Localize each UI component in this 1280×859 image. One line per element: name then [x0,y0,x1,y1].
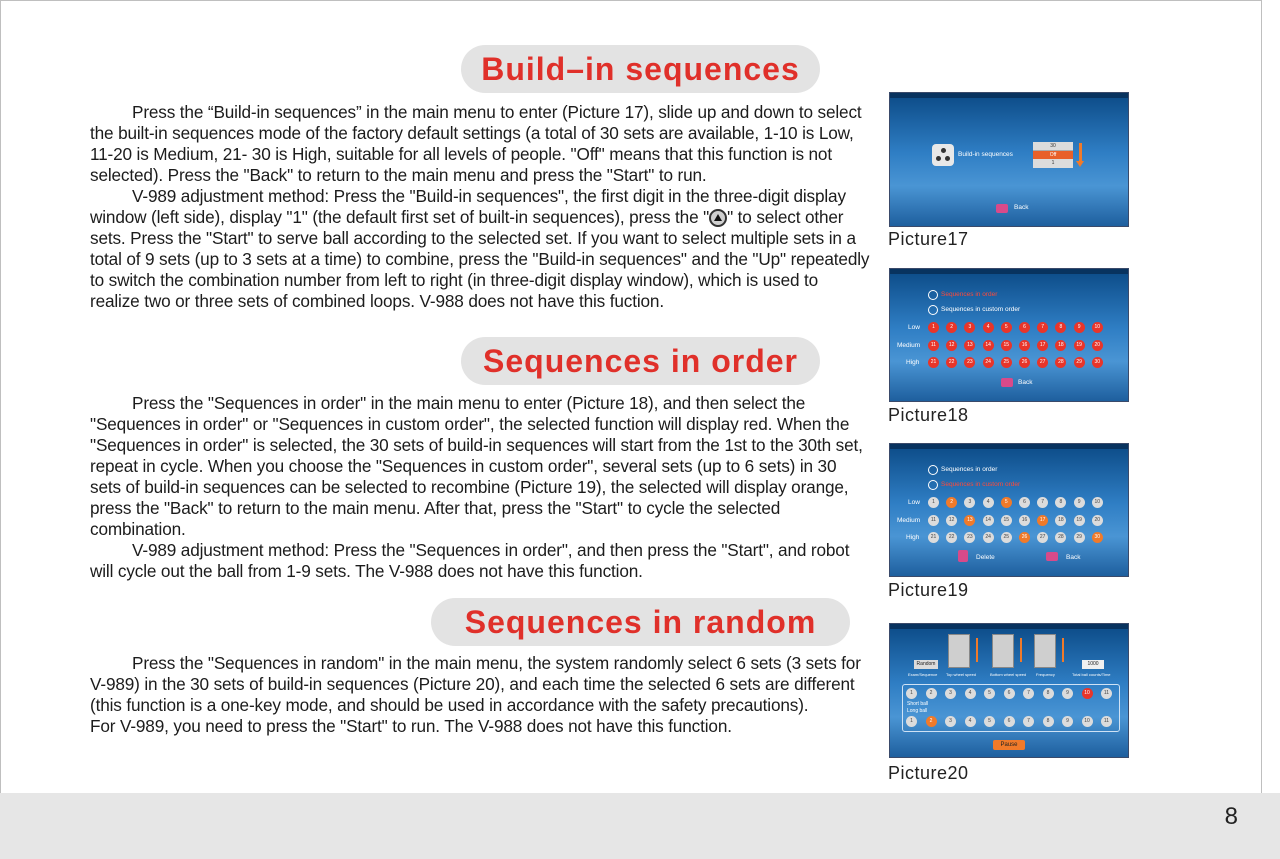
sequence-dot-27[interactable]: 27 [1037,357,1048,368]
picture18-screen [889,268,1129,402]
sequence-dot-20[interactable]: 20 [1092,515,1103,526]
arrow-icon-1 [976,638,978,662]
sequence-dot-7[interactable]: 7 [1023,716,1034,727]
sequence-dot-12[interactable]: 12 [946,340,957,351]
sequence-dot-4[interactable]: 4 [983,322,994,333]
sequence-dot-8[interactable]: 8 [1055,322,1066,333]
label-frequency: Frequency [1036,672,1055,677]
short-ball-label: Short ball [907,701,929,707]
sequence-dot-5[interactable]: 5 [984,716,995,727]
sequence-dot-28[interactable]: 28 [1055,357,1066,368]
page-footer [0,793,1280,859]
sequence-dot-2[interactable]: 2 [926,688,937,699]
total-box: 1000 [1082,660,1104,669]
back-icon [1046,552,1058,561]
sequence-dot-6[interactable]: 6 [1019,497,1030,508]
sequence-dot-23[interactable]: 23 [964,532,975,543]
picture20-screen [889,623,1129,758]
sequence-dot-14[interactable]: 14 [983,340,994,351]
setting-block-2 [992,634,1014,668]
sequence-dot-19[interactable]: 19 [1074,515,1085,526]
sequence-dot-18[interactable]: 18 [1055,515,1066,526]
value-top: 30 [1033,142,1073,151]
sequence-dot-8[interactable]: 8 [1043,688,1054,699]
sequence-dot-7[interactable]: 7 [1023,688,1034,699]
option-sequences-custom-order: Sequences in custom order [941,306,1021,313]
sequence-dot-1[interactable]: 1 [928,322,939,333]
picture19-caption: Picture19 [888,580,969,600]
pause-button[interactable]: Pause [993,740,1025,750]
arrow-icon-3 [1062,638,1064,662]
order-icon [928,290,938,300]
random-paragraph-1: Press the "Sequences in random" in the main menu, the system randomly select 6 sets (3 sets for V-989) in the 30 sets of build-in sequences (Picture 20), and each time the selected 6 sets are different (this function is a one-key mode, and should be used in accordance with the safety precautions). [90,653,861,715]
row-label-medium: Medium [897,342,921,349]
mode-box: Random [914,660,938,669]
sequence-dot-4[interactable]: 4 [965,716,976,727]
down-arrow-head-icon [1076,161,1084,167]
order-text [90,393,870,582]
sequence-dot-22[interactable]: 22 [946,357,957,368]
custom-order-icon [928,480,938,490]
builtin-sequences-label: Build-in sequences [958,151,1013,158]
sequence-dot-18[interactable]: 18 [1055,340,1066,351]
row-label-low: Low [908,324,920,331]
sequence-dot-21[interactable]: 21 [928,357,939,368]
label-total: Total ball counts/Time [1072,672,1111,677]
sequence-dot-13[interactable]: 13 [964,340,975,351]
sequence-dot-6[interactable]: 6 [1004,716,1015,727]
screen-status-bar [890,93,1128,98]
sequence-dot-4[interactable]: 4 [983,497,994,508]
sequence-dot-17[interactable]: 17 [1037,340,1048,351]
sequence-dot-3[interactable]: 3 [964,497,975,508]
sequence-dot-9[interactable]: 9 [1074,322,1085,333]
sequence-dot-1[interactable]: 1 [928,497,939,508]
sequence-dot-25[interactable]: 25 [1001,532,1012,543]
sequence-dot-14[interactable]: 14 [983,515,994,526]
sequence-dot-1[interactable]: 1 [906,716,917,727]
setting-block-3 [1034,634,1056,668]
heading-builtin-sequences: Build–in sequences [461,45,820,93]
sequence-dot-7[interactable]: 7 [1037,497,1048,508]
sequence-dot-24[interactable]: 24 [983,357,994,368]
value-off: Off [1033,151,1073,159]
arrow-icon-2 [1020,638,1022,662]
sequence-dot-20[interactable]: 20 [1092,340,1103,351]
sequence-dot-6[interactable]: 6 [1019,322,1030,333]
sequence-dot-15[interactable]: 15 [1001,340,1012,351]
option-sequences-order: Sequences in order [941,466,998,473]
sequence-dot-11[interactable]: 11 [1101,688,1112,699]
sequence-dot-24[interactable]: 24 [983,532,994,543]
sequence-dot-5[interactable]: 5 [1001,322,1012,333]
sequence-dot-9[interactable]: 9 [1074,497,1085,508]
sequence-dot-8[interactable]: 8 [1055,497,1066,508]
up-down-arrow-icon [1079,143,1082,163]
sequence-dot-27[interactable]: 27 [1037,532,1048,543]
picture18-caption: Picture18 [888,405,969,425]
screen-status-bar [890,624,1128,629]
picture17-screen [889,92,1129,227]
sequence-dot-1[interactable]: 1 [906,688,917,699]
sequence-dot-21[interactable]: 21 [928,532,939,543]
builtin-paragraph-2 [90,186,870,312]
sequence-dot-10[interactable]: 10 [1082,688,1093,699]
sequence-dot-9[interactable]: 9 [1062,716,1073,727]
sequence-dot-6[interactable]: 6 [1004,688,1015,699]
page-number: 8 [1224,803,1238,830]
sequence-dot-15[interactable]: 15 [1001,515,1012,526]
screen-status-bar [890,444,1128,449]
sequence-dot-16[interactable]: 16 [1019,340,1030,351]
sequence-dot-30[interactable]: 30 [1092,357,1103,368]
sequence-dot-16[interactable]: 16 [1019,515,1030,526]
picture20-caption: Picture20 [888,763,969,783]
sequence-dot-2[interactable]: 2 [926,716,937,727]
heading-sequences-order: Sequences in order [461,337,820,385]
row-label-high: High [906,534,920,541]
sequence-dot-5[interactable]: 5 [1001,497,1012,508]
sequence-dot-29[interactable]: 29 [1074,532,1085,543]
random-paragraph-2: For V-989, you need to press the "Start" to run. The V-988 does not have this function. [90,716,732,736]
sequence-dot-5[interactable]: 5 [984,688,995,699]
custom-order-icon [928,305,938,315]
sequence-dot-13[interactable]: 13 [964,515,975,526]
sequence-dot-30[interactable]: 30 [1092,532,1103,543]
sequence-dot-11[interactable]: 11 [1101,716,1112,727]
sequence-dot-25[interactable]: 25 [1001,357,1012,368]
sequence-dot-2[interactable]: 2 [946,322,957,333]
back-label: Back [1066,554,1081,561]
screen-status-bar [890,269,1128,274]
order-icon [928,465,938,475]
sequence-dot-4[interactable]: 4 [965,688,976,699]
back-icon [996,204,1008,213]
delete-label: Delete [976,554,995,561]
up-arrow-icon [709,209,727,227]
sequence-dot-17[interactable]: 17 [1037,515,1048,526]
label-exam-sequence: Exam/Sequence [908,672,938,677]
sequence-dot-3[interactable]: 3 [964,322,975,333]
back-label: Back [1014,204,1029,211]
sequence-dot-11[interactable]: 11 [928,340,939,351]
sequence-dot-23[interactable]: 23 [964,357,975,368]
builtin-text [90,102,870,312]
row-label-medium: Medium [897,517,921,524]
sequence-dot-9[interactable]: 9 [1062,688,1073,699]
back-icon [1001,378,1013,387]
label-top-wheel: Top wheel speed [946,672,977,677]
sequence-dot-29[interactable]: 29 [1074,357,1085,368]
picture17-caption: Picture17 [888,229,969,249]
sequence-dot-22[interactable]: 22 [946,532,957,543]
sequence-dot-7[interactable]: 7 [1037,322,1048,333]
sequence-dot-10[interactable]: 10 [1082,716,1093,727]
row-label-low: Low [908,499,920,506]
sequence-dot-19[interactable]: 19 [1074,340,1085,351]
sequence-dot-26[interactable]: 26 [1019,357,1030,368]
sequence-dot-10[interactable]: 10 [1092,322,1103,333]
option-sequences-order: Sequences in order [941,291,998,298]
sequence-dot-28[interactable]: 28 [1055,532,1066,543]
delete-icon [958,550,968,562]
sequence-dot-26[interactable]: 26 [1019,532,1030,543]
sequence-dot-10[interactable]: 10 [1092,497,1103,508]
order-paragraph-2: V-989 adjustment method: Press the "Sequences in order", and then press the "Start", and robot will cycle out the ball from 1-9 sets. The V-988 does not have this function. [90,540,850,581]
sequence-dot-11[interactable]: 11 [928,515,939,526]
sequence-dot-2[interactable]: 2 [946,497,957,508]
sequence-dot-3[interactable]: 3 [945,688,956,699]
sequence-dot-3[interactable]: 3 [945,716,956,727]
sequence-icon [932,144,954,166]
row-label-high: High [906,359,920,366]
sequence-dot-8[interactable]: 8 [1043,716,1054,727]
long-ball-label: Long ball [907,708,928,714]
setting-block-1 [948,634,970,668]
option-sequences-custom-order: Sequences in custom order [941,481,1021,488]
heading-sequences-random: Sequences in random [431,598,850,646]
builtin-paragraph-2b: " to select other sets. Press the "Start" to serve ball according to the selected set. If you want to select multiple sets in a total of 9 sets (up to 3 sets at a time) to combine, press the "Build-in sequences" and the "Up" repeatedly to switch the combination number from left to right (in three-digit display window), which is used to realize two or three sets of combined loops. V-988 does not have this fuction. [90,207,870,311]
label-bottom-wheel: Bottom wheel speed [990,672,1027,677]
builtin-paragraph-1: Press the “Build-in sequences” in the main menu to enter (Picture 17), slide up and down to select the built-in sequences mode of the factory default settings (a total of 30 sets are available, 1-10 is Low, 11-20 is Medium, 21- 30 is High, suitable for all levels of people. "Off" means that this function is not selected). Press the "Back" to return to the main menu and press the "Start" to run. [90,102,862,185]
value-stack [1033,142,1073,168]
builtin-paragraph-2a: V-989 adjustment method: Press the "Build-in sequences", the first digit in the three-digit display window (left side), display "1" (the default first set of built-in sequences), press the " [90,186,846,227]
sequence-dot-12[interactable]: 12 [946,515,957,526]
order-paragraph-1: Press the "Sequences in order" in the main menu to enter (Picture 18), and then select the "Sequences in order" or "Sequences in custom order", the selected function will display red. When the "Sequences in order" is selected, the 30 sets of build-in sequences will start from the 1st to the 30th set, repeat in cycle. When you choose the "Sequences in custom order", several sets (up to 6 sets) in 30 sets of build-in sequences can be selected to recombine (Picture 19), the selected will display orange, press the "Back" to return to the main menu. After that, press the "Start" to cycle the selected combination. [90,393,863,539]
random-text [90,653,870,737]
picture19-screen [889,443,1129,577]
back-label: Back [1018,379,1033,386]
value-bottom: 1 [1051,160,1055,166]
